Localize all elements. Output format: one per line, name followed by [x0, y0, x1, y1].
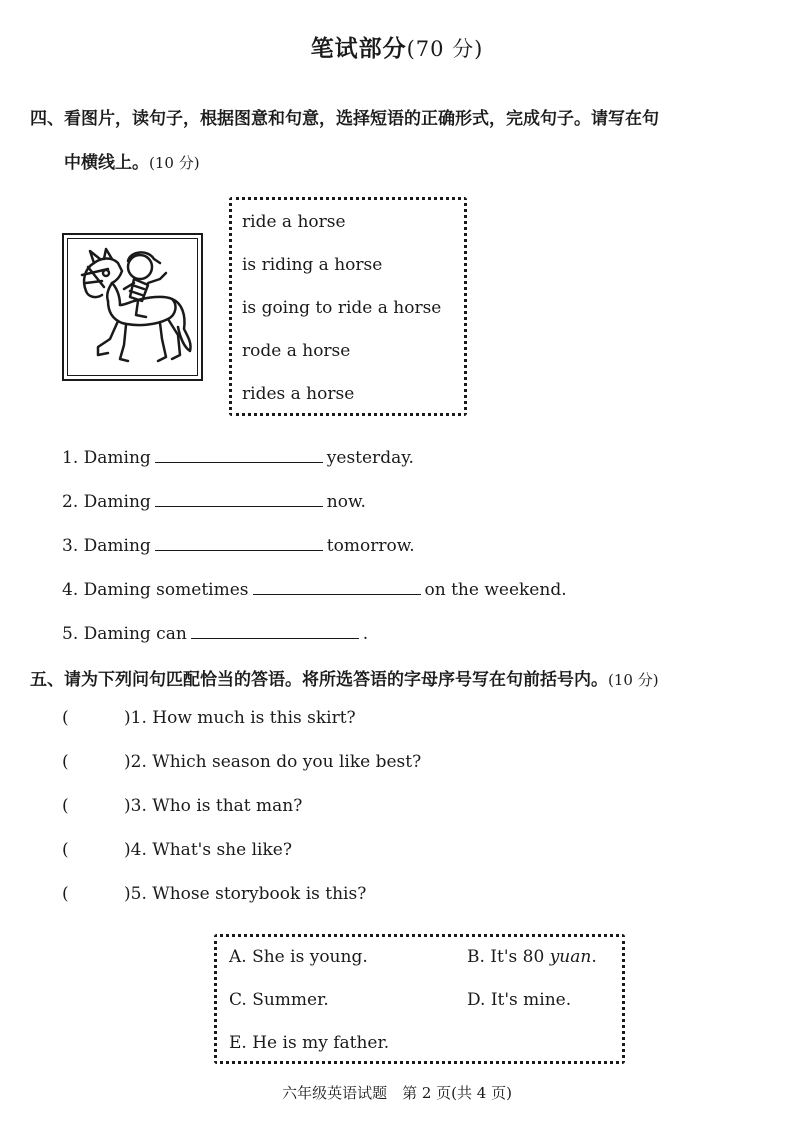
picture-inner-frame — [67, 238, 198, 376]
page-title — [0, 30, 794, 63]
section4-heading-line1: 四、看图片，读句子，根据图意和句意，选择短语的正确形式，完成句子。请写在句 — [30, 109, 659, 129]
sentence-1-post: yesterday. — [326, 448, 414, 468]
section5-points: (10 分) — [608, 671, 659, 689]
sentence-4 — [62, 578, 567, 600]
paren-open: ( — [62, 708, 69, 728]
answer-paren-4[interactable] — [62, 840, 124, 860]
section4-heading-line2 — [64, 148, 200, 173]
page-footer: 六年级英语试题 第 2 页(共 4 页) — [282, 1084, 512, 1102]
paren-close: ) — [124, 752, 131, 772]
answer-blank-3[interactable] — [155, 534, 323, 551]
answer-blank-5[interactable] — [191, 622, 359, 639]
question-1-text: 1. How much is this skirt? — [130, 708, 356, 728]
sentence-3-pre: 3. Daming — [62, 536, 151, 556]
sentence-2-pre: 2. Daming — [62, 492, 151, 512]
sentence-4-post: on the weekend. — [424, 580, 567, 600]
paren-close: ) — [124, 884, 131, 904]
option-b-period: . — [591, 947, 597, 967]
phrase-option-5: rides a horse — [242, 384, 355, 404]
paren-open: ( — [62, 884, 69, 904]
answer-blank-1[interactable] — [155, 446, 323, 463]
question-4 — [62, 840, 292, 860]
paren-open: ( — [62, 752, 69, 772]
title-points: (70 分) — [406, 37, 484, 61]
question-1 — [62, 708, 356, 728]
sentence-1-pre: 1. Daming — [62, 448, 151, 468]
sentence-5-pre: 5. Daming can — [62, 624, 187, 644]
sentence-5 — [62, 622, 368, 644]
question-4-text: 4. What's she like? — [130, 840, 292, 860]
option-a: A. She is young. — [229, 947, 368, 967]
option-b-unit: yuan — [549, 947, 592, 967]
sentence-4-pre: 4. Daming sometimes — [62, 580, 249, 600]
option-b — [467, 947, 597, 967]
answer-paren-1[interactable] — [62, 708, 124, 728]
picture-frame — [62, 233, 203, 381]
paren-close: ) — [124, 708, 131, 728]
phrase-option-3: is going to ride a horse — [242, 298, 442, 318]
question-3 — [62, 796, 302, 816]
sentence-1 — [62, 446, 414, 468]
question-2-text: 2. Which season do you like best? — [130, 752, 422, 772]
section5-heading — [30, 665, 659, 690]
paren-open: ( — [62, 796, 69, 816]
option-e: E. He is my father. — [229, 1033, 390, 1053]
answer-blank-2[interactable] — [155, 490, 323, 507]
answer-options-box — [214, 934, 625, 1064]
answer-paren-2[interactable] — [62, 752, 124, 772]
paren-open: ( — [62, 840, 69, 860]
sentence-3 — [62, 534, 415, 556]
answer-paren-3[interactable] — [62, 796, 124, 816]
answer-paren-5[interactable] — [62, 884, 124, 904]
option-c: C. Summer. — [229, 990, 329, 1010]
phrase-option-4: rode a horse — [242, 341, 351, 361]
option-b-text: B. It's 80 — [467, 947, 545, 967]
question-5 — [62, 884, 366, 904]
section4-points: (10 分) — [149, 154, 200, 172]
question-5-text: 5. Whose storybook is this? — [130, 884, 367, 904]
option-d: D. It's mine. — [467, 990, 572, 1010]
answer-blank-4[interactable] — [253, 578, 421, 595]
boy-riding-horse-icon — [68, 239, 197, 375]
phrase-option-1: ride a horse — [242, 212, 346, 232]
paren-close: ) — [124, 840, 131, 860]
question-3-text: 3. Who is that man? — [130, 796, 303, 816]
question-2 — [62, 752, 421, 772]
sentence-5-post: . — [362, 624, 369, 644]
section5-heading-text: 五、请为下列问句匹配恰当的答语。将所选答语的字母序号写在句前括号内。 — [30, 670, 608, 690]
title-main: 笔试部分 — [310, 35, 407, 62]
sentence-2-post: now. — [326, 492, 366, 512]
phrase-option-2: is riding a horse — [242, 255, 383, 275]
sentence-2 — [62, 490, 366, 512]
phrase-box — [229, 197, 467, 416]
sentence-3-post: tomorrow. — [326, 536, 415, 556]
paren-close: ) — [124, 796, 131, 816]
section4-heading-text: 中横线上。 — [64, 153, 149, 173]
